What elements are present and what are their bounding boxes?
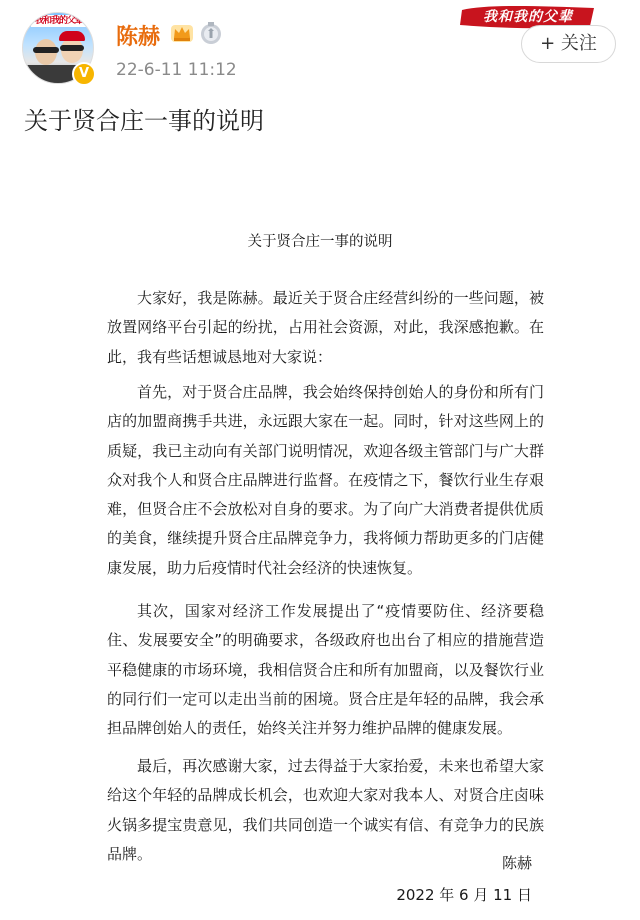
document-paragraph-2: 首先，对于贤合庄品牌，我会始终保持创始人的身份和所有门店的加盟商携手共进，永远跟大家在一起。同时，针对这些网上的质疑，我已主动向有关部门说明情况，欢迎各级主管部门与广大群众对我个人和贤合庄品牌进行监督。在疫情之下，餐饮行业生存艰难，但贤合庄不会放松对自身的要求。为了向广大消费者提供优质的美食，继续提升贤合庄品牌竞争力，我将倾力帮助更多的门店健康发展，助力后疫情时代社会经济的快速恢复。 — [107, 383, 544, 577]
post-header — [0, 0, 640, 96]
post-title: 关于贤合庄一事的说明 — [24, 107, 264, 135]
verified-badge-icon: V — [72, 62, 96, 86]
avatar-glasses-left — [33, 47, 59, 53]
statement-document-image[interactable] — [0, 150, 640, 920]
follow-button[interactable]: + 关注 — [521, 25, 616, 63]
drama-banner-text: 我和我的父辈 — [483, 9, 573, 25]
document-date: 2022 年 6 月 11 日 — [396, 886, 532, 904]
avatar-banner-text: 我和我的父辈 — [31, 15, 87, 27]
post-timestamp: 22-6-11 11:12 — [116, 60, 237, 80]
avatar-cap — [59, 31, 85, 41]
username[interactable]: 陈赫 — [116, 25, 161, 50]
document-paragraph-1: 大家好，我是陈赫。最近关于贤合庄经营纠纷的一些问题，被放置网络平台引起的纷扰，占用社会资源，对此，我深感抱歉。在此，我有些话想诚恳地对大家说： — [107, 289, 544, 366]
crown-icon[interactable] — [170, 22, 194, 44]
document-title: 关于贤合庄一事的说明 — [247, 234, 393, 250]
document-paragraph-4: 最后，再次感谢大家，过去得益于大家抬爱，未来也希望大家给这个年轻的品牌成长机会，也欢迎大家对我本人、对贤合庄卤味火锅多提宝贵意见，我们共同创造一个诚实有信、有竞争力的民族品牌。 — [107, 757, 544, 863]
avatar-glasses-right — [60, 45, 84, 51]
document-signature: 陈赫 — [501, 854, 532, 872]
document-paragraph-3: 其次，国家对经济工作发展提出了“疫情要防住、经济要稳住、发展要安全”的明确要求，各级政府也出台了相应的措施营造平稳健康的市场环境，我相信贤合庄和所有加盟商，以及餐饮行业的同行们一定可以走出当前的困境。贤合庄是年轻的品牌，我会承担品牌创始人的责任，始终关注并努力维护品牌的健康发展。 — [107, 602, 544, 738]
medal-icon[interactable] — [199, 21, 223, 45]
